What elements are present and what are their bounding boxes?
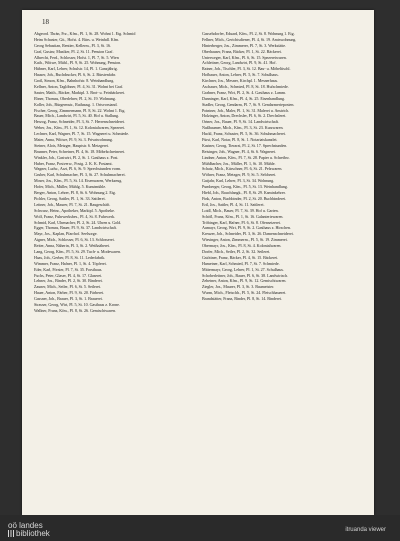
directory-entry: Groß, Simon, Kfm., Bahnhofstr. 8. Weinhandlung. [34, 79, 115, 84]
directory-entry: Loidl, Mich., Bauer, Pl. 7, St. 39. Hof u. Garten. [202, 208, 279, 213]
directory-entry: Hinterberger, Jos., Zimmerer, Pl. 7, St. 3. Werkstätte. [202, 43, 286, 48]
directory-entry: Rainer, Joh., Tischler, Pl. 3, St. 12. Bau- u. Möbeltischl. [202, 67, 291, 72]
directory-entry: Brunner, Peter, Schreiner, Pl. 4, St. 18. Möbelschreinerei. [34, 149, 126, 154]
directory-entry: Steiner, Alois, Metzger, Hauptstr. 6. Metzgerei. [34, 143, 109, 148]
directory-entry: Pointner, Joh., Maler, Pl. 1, St. 31. Malerei u. Anstrich. [202, 108, 290, 113]
directory-entry: Wagner, Ludw., Arzt, Pl. 6, St. 9. Sprechstunden vorm. [34, 167, 122, 172]
directory-entry: Gruber, Karl, Schuhmacher, Pl. 3, St. 27. Schuhmacherei. [34, 173, 126, 178]
directory-entry: Koller, Joh., Bürgermstr., Rathausg. 1. Ortsvorstand. [34, 102, 118, 107]
directory-entry: Mittermayr, Georg, Lehrer, Pl. 1, St. 27. Schulhaus. [202, 267, 284, 272]
directory-entry: Wöhrer, Franz, Metzger, Pl. 9, St. 5. Selcherei. [202, 173, 277, 178]
directory-entry: Herzog, Franz, Schneider, Pl. 3, St. 7. Herrenschneiderei. [34, 120, 125, 125]
directory-entry: Ziegler, Jos., Maurer, Pl. 3, St. 3. Baumeister. [202, 285, 275, 290]
directory-entry: Kath., Wittwe, Mühl., Pl. 9, St. 25. Wohnung, Pension. [34, 61, 122, 66]
directory-entry: Hübner, Karl, Lehrer, Schulstr. 14, Pl. 1. Ganzjährig. [34, 67, 118, 72]
directory-entry: Wallner, Franz, Kfm., Pl. 8, St. 26. Gemischtwaren. [34, 308, 116, 313]
left-column [34, 32, 189, 315]
right-column [202, 32, 357, 303]
directory-entry: Haas, Joh., Gerber, Pl. 8, St. 11. Lederfabrik. [34, 255, 106, 260]
directory-entry: Egger, Thomas, Bauer, Pl. 9, St. 37. Landwirtschaft. [34, 226, 117, 231]
directory-entry: Georg Sebastian, Rentier, Kellerm., Pl. 3, St. 16. [34, 43, 111, 48]
directory-entry: Hofer, Mich., Müller, Mühlg. 5. Kunstmühle. [34, 185, 107, 190]
directory-entry: Moser, Jos., Kfm., Pl. 5, St. 14. Eisenwaren, Werkzeug. [34, 179, 123, 184]
directory-entry: Danninger, Karl, Kfm., Pl. 4, St. 25. Eisenhandlung. [202, 96, 285, 101]
directory-entry: Stadler, Georg, Gendarm, Pl. 7, St. 9. Gendarmerieposten. [202, 102, 295, 107]
directory-entry: Eder, Karl, Förster, Pl. 7, St. 35. Forsthaus. [34, 267, 103, 272]
directory-entry: Albrecht, Ferd., Schlosser, Hofst. 1, Pl. 7, St. 5. Wien [34, 55, 119, 60]
directory-entry: Graf, Gustav, Musiker, Pl. 2, St. 11. Pension Graf. [34, 49, 114, 54]
directory-entry: Hametner, Karl, Schmied, Pl. 7, St. 7. Schmiede. [202, 261, 280, 266]
directory-entry: Hofbauer, Anton, Lehrer, Pl. 5, St. 7. Schulhaus. [202, 73, 279, 78]
directory-entry: Fischer, Georg, Zimmermann, Pl. 8, St. 22. Wohnt 1. Etg. [34, 108, 126, 113]
directory-entry: Fürst, Karl, Notar, Pl. 8, St. 1. Notariatskanzlei. [202, 138, 278, 143]
directory-entry: Aschauer, Mich., Schmied, Pl. 8, St. 18. Hufschmiede. [202, 85, 289, 90]
directory-entry: Leitner, Joh., Maurer, Pl. 7, St. 21. Baugeschäft. [34, 202, 111, 207]
directory-entry: Schatz, Mich., Kürschner, Pl. 6, St. 21. Pelzwaren. [202, 167, 283, 172]
logo-line-2-text: bibliothek [16, 529, 50, 538]
directory-entry: Fuchs, Peter, Glaser, Pl. 4, St. 17. Glaserei. [34, 273, 103, 278]
directory-entry: Wurm, Mich., Fleischh., Pl. 5, St. 24. Fleischhauerei. [202, 291, 287, 296]
directory-entry: Huber, Franz, Postverw., Postg. 2. K. K. Postamt. [34, 161, 113, 166]
directory-entry: Wimmer, Franz, Hafner, Pl. 1, St. 4. Töpferei. [34, 261, 107, 266]
page-number: 18 [42, 18, 49, 26]
directory-entry: Fellner, Mich., Gerichtsdiener, Pl. 4, St. 19. Amtswohnung. [202, 37, 297, 42]
directory-entry: Ebner, Thomas, Oberlehrer, Pl. 2, St. 19. Wohnung. [34, 96, 116, 101]
directory-entry: Schoberleitner, Joh., Bauer, Pl. 6, St. 38. Landwirtsch. [202, 273, 289, 278]
directory-entry: Wiesinger, Anton, Zimmerm., Pl. 5, St. 19. Zimmerei. [202, 238, 288, 243]
directory-entry: Schmid, Karl, Uhrmacher, Pl. 2, St. 24. Uhren u. Gold. [34, 220, 122, 225]
directory-entry: Sauter, Matth., Bäcker, Marktpl. 3. Brot- u. Feinbäckerei. [34, 90, 126, 95]
directory-entry: Pumberger, Georg, Kfm., Pl. 5, St. 13. Weinhandlung. [202, 185, 288, 190]
directory-entry: Tröbinger, Karl, Hafner, Pl. 6, St. 8. Ofensetzerei. [202, 220, 281, 225]
directory-entry: Nußbaumer, Mich., Kfm., Pl. 3, St. 23. Kurzwaren. [202, 126, 284, 131]
directory-entry: Kirchner, Jos., Mesner, Kirchpl. 1. Mesnerhaus. [202, 79, 278, 84]
directory-entry: Maier, Anna, Wittwe, Pl. 9, St. 3. Privatwohnung. [34, 138, 113, 143]
directory-entry: Kreuzer, Joh., Schneider, Pl. 3, St. 26. Damenschneiderei. [202, 232, 294, 237]
directory-entry: Obermayr, Jos., Kfm., Pl. 8, St. 4. Kolonialwaren. [202, 244, 282, 249]
directory-entry: Fink, Anton, Buchbinder, Pl. 2, St. 20. Buchbinderei. [202, 196, 287, 201]
directory-entry: Gassner, Joh., Brauer, Pl. 3, St. 1. Brauerei. [34, 297, 103, 302]
directory-entry: Mayr, Jos., Kaplan, Pfarrhof. Seelsorge. [34, 232, 98, 237]
directory-entry: Schwarz, Heinr., Apotheker, Marktpl. 5. Apotheke. [34, 208, 115, 213]
directory-entry: Aigner, Mich., Schlosser, Pl. 6, St. 13. Schlosserei. [34, 238, 115, 243]
directory-entry: Berger, Anton, Lehrer, Pl. 8, St. 6. Wohnung 2. Etg. [34, 191, 116, 196]
directory-entry: Reisinger, Joh., Wagner, Pl. 4, St. 6. Wagnerei. [202, 149, 277, 154]
directory-entry: Brandstätter, Franz, Binder, Pl. 8, St. 14. Binderei. [202, 297, 282, 302]
directory-entry: Mühlbacher, Jos., Müller, Pl. 1, St. 10. Mühle. [202, 161, 276, 166]
directory-entry: Reiter, Anna, Näherin, Pl. 3, St. 2. Weißnäherei. [34, 244, 110, 249]
directory-entry: Ortner, Jos., Bauer, Pl. 9, St. 14. Landwirtschaft. [202, 120, 279, 125]
logo-line-1: oö landes [8, 521, 43, 530]
directory-entry: Unterweger, Karl, Kfm., Pl. 6, St. 15. Spezereiwaren. [202, 55, 287, 60]
directory-entry: Lang, Georg, Kfm., Pl. 5, St. 29. Tuch- u. Modewaren. [34, 249, 121, 254]
directory-entry: Wolf, Franz, Fuhrwerksbes., Pl. 4, St. 8. Fuhrwerk. [34, 214, 116, 219]
directory-entry: Lehner, Jos., Binder, Pl. 2, St. 30. Binderei. [34, 279, 103, 284]
viewer-footer [0, 515, 400, 541]
directory-entry: Dorfer, Mich., Seiler, Pl. 2, St. 32. Seilerei. [202, 249, 271, 254]
directory-entry: Lindner, Anton, Kfm., Pl. 7, St. 28. Papier u. Schreibw. [202, 155, 290, 160]
directory-entry: Bauer, Mich., Landwirt, Pl. 5, St. 40. Hof u. Stallung. [34, 114, 119, 119]
directory-entry: Abgeord. Thrän, Frz., Kfm., Pl. 1, St. 28. Wohnt 1. Etg. Schmid [34, 32, 136, 36]
library-logo[interactable] [8, 522, 50, 538]
directory-entry: Grabner, Franz, Wirt, Pl. 2, St. 4. Gasthaus z. Lamm. [202, 90, 287, 95]
directory-entry: Weber, Jos., Kfm., Pl. 1, St. 12. Kolonialwaren, Spezerei. [34, 126, 126, 131]
directory-entry: Achleitner, Georg, Landwirt, Pl. 9, St. 41. Hof. [202, 61, 277, 66]
directory-entry: Heim Schuster, Gtt., Hofst. 4. Bürs. u. Weinhdl. Kfm. [34, 37, 120, 42]
directory-entry: Strasser, Georg, Wirt, Pl. 5, St. 10. Gasthaus z. Krone. [34, 302, 120, 307]
directory-entry: Holzinger, Anton, Drechsler, Pl. 6, St. 2. Drechslerei. [202, 114, 287, 119]
directory-entry: Pichler, Georg, Sattler, Pl. 1, St. 33. Sattlerei. [34, 196, 106, 201]
directory-entry: Hiebl, Joh., Rauchfangk., Pl. 8, St. 29. Kaminkehrer. [202, 191, 286, 196]
directory-entry: Kellner, Anton, Taglöhner, Pl. 4, St. 31. Wohnt bei Graf. [34, 85, 124, 90]
directory-entry: Schöfl, Franz, Kfm., Pl. 1, St. 16. Galanteriewaren. [202, 214, 284, 219]
directory-entry: Lechner, Karl, Wagner, Pl. 7, St. 15. Wagnerei u. Schmiede. [34, 132, 130, 137]
directory-entry: Winkler, Joh., Gastwirt, Pl. 2, St. 1. Gasthaus z. Post. [34, 155, 119, 160]
logo-bars-icon [8, 530, 14, 537]
directory-entry: Ertl, Jos., Sattler, Pl. 4, St. 11. Sattlerei. [202, 202, 265, 207]
logo-line-2 [8, 530, 50, 538]
directory-entry: Gstöttner, Franz, Bäcker, Pl. 4, St. 15. Bäckerei. [202, 255, 279, 260]
directory-entry: Gutjahr, Karl, Lehrer, Pl. 3, St. 34. Wohnung. [202, 179, 275, 184]
directory-entry: Hackl, Franz, Schuster, Pl. 5, St. 36. Schuhmacherei. [202, 132, 286, 137]
directory-entry: Aumayr, Georg, Wirt, Pl. 9, St. 2. Gasthaus z. Hirschen. [202, 226, 291, 231]
directory-entry: Oberhauser, Franz, Bäcker, Pl. 1, St. 22. Bäckerei. [202, 49, 282, 54]
directory-entry: Gasselsdorfer, Eduard, Kfm., Pl. 2, St. 8. Wohnung 1. Etg. [202, 32, 295, 36]
scanned-page [22, 10, 374, 515]
directory-entry: Zehetner, Anton, Kfm., Pl. 9, St. 12. Gemischtwaren. [202, 279, 287, 284]
viewer-label[interactable]: itruanda viewer [345, 527, 386, 533]
directory-entry: Zauner, Mich., Seiler, Pl. 6, St. 5. Seilerei. [34, 285, 101, 290]
directory-entry: Hauer, Anton, Färber, Pl. 9, St. 20. Färberei. [34, 291, 105, 296]
directory-entry: Kastner, Georg, Tierarzt, Pl. 2, St. 17. Sprechstunden. [202, 143, 288, 148]
directory-entry: Hauser, Joh., Buchdrucker, Pl. 6, St. 2. Bürstenfabr. [34, 73, 116, 78]
